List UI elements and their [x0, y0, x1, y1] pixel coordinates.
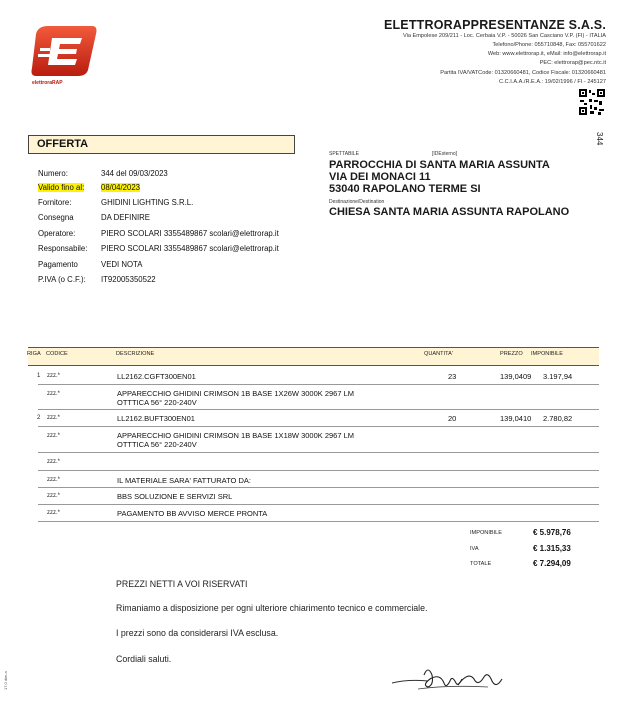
field-label-pagamento: Pagamento: [38, 260, 78, 269]
recipient-city: 53040 RAPOLANO TERME SI: [329, 183, 481, 195]
company-pec: PEC: elettrorap@pec.ntc.it: [539, 60, 606, 66]
table-row-description-2: OTTTICA 56° 220-240V: [117, 440, 197, 449]
table-row-description: BBS SOLUZIONE E SERVIZI SRL: [117, 492, 233, 501]
field-label-responsabile: Responsabile:: [38, 244, 88, 253]
total-value-iva: € 1.315,33: [533, 544, 571, 553]
destination-label: Destinazione/Destination: [329, 199, 385, 205]
table-row-amount: 2.780,82: [543, 414, 573, 423]
table-row-riga: 1: [37, 373, 41, 379]
company-address: Via Empolese 209/211 - Loc. Cerbaia V.P. - 50026 San Casciano V.P. (FI) - ITALIA: [402, 33, 606, 39]
spettabile-label: SPETTABILE: [329, 151, 359, 157]
row-divider: [38, 504, 599, 505]
id-esterno-label: [IDEsterno]: [432, 151, 458, 157]
col-header-prezzo: PREZZO: [500, 351, 523, 357]
company-vat: Partita IVA/VATCode: 01320660481, Codice Fiscale: 01320660481: [440, 70, 606, 76]
table-row-description: APPARECCHIO GHIDINI CRIMSON 1B BASE 1X26W 3000K 2967 LM: [117, 389, 355, 398]
table-row-codice: zzz.*: [47, 459, 61, 465]
field-value-consegna: DA DEFINIRE: [101, 213, 150, 222]
company-phone: Telefono/Phone: 055710848, Fax: 055701622: [492, 42, 606, 48]
qr-code-icon: [579, 89, 605, 115]
col-header-codice: CODICE: [46, 351, 68, 357]
table-row-quantity: 23: [448, 372, 457, 381]
table-row-quantity: 20: [448, 414, 457, 423]
table-row-description: IL MATERIALE SARA' FATTURATO DA:: [117, 476, 251, 485]
field-label-validita: Valido fino al:: [38, 183, 85, 192]
table-row-description: LL2162.BUFT300EN01: [117, 414, 195, 423]
table-row-codice: zzz.*: [47, 433, 61, 439]
closing-net-prices: PREZZI NETTI A VOI RISERVATI: [116, 579, 248, 589]
table-row-description: LL2162.CGFT300EN01: [117, 372, 196, 381]
company-name: ELETTRORAPPRESENTANZE S.A.S.: [383, 18, 606, 32]
row-divider: [38, 487, 599, 488]
table-row-codice: zzz.*: [47, 373, 61, 379]
destination-name: CHIESA SANTA MARIA ASSUNTA RAPOLANO: [329, 206, 570, 218]
row-divider: [38, 470, 599, 471]
table-row-codice: zzz.*: [47, 510, 61, 516]
table-row-price: 139,0409: [500, 372, 532, 381]
side-footer-text: 17.0 dim.a: [3, 671, 8, 690]
col-header-quantita: QUANTITA': [424, 351, 453, 357]
field-value-pagamento: VEDI NOTA: [101, 260, 143, 269]
table-row-codice: zzz.*: [47, 477, 61, 483]
total-label-imponibile: IMPONIBILE: [470, 530, 503, 536]
field-label-piva: P.IVA (o C.F.):: [38, 275, 86, 284]
closing-greetings: Cordiali saluti.: [116, 654, 172, 664]
recipient-name: PARROCCHIA DI SANTA MARIA ASSUNTA: [329, 159, 550, 171]
total-label-iva: IVA: [470, 546, 479, 552]
col-header-riga: RIGA: [27, 351, 41, 357]
field-value-operatore: PIERO SCOLARI 3355489867 scolari@elettrorap.it: [101, 229, 279, 238]
company-logo: [30, 24, 100, 78]
side-document-number: 344: [595, 132, 604, 146]
field-value-piva: IT92005350522: [101, 275, 156, 284]
total-value-imponibile: € 5.978,76: [533, 528, 571, 537]
field-label-operatore: Operatore:: [38, 229, 76, 238]
table-row-riga: 2: [37, 415, 41, 421]
total-value-totale: € 7.294,09: [533, 559, 571, 568]
table-row-amount: 3.197,94: [543, 372, 573, 381]
row-divider: [38, 452, 599, 453]
field-label-numero: Numero:: [38, 169, 68, 178]
field-label-fornitore: Fornitore:: [38, 198, 72, 207]
field-value-fornitore: GHIDINI LIGHTING S.R.L.: [101, 198, 194, 207]
signature: [388, 661, 508, 695]
row-divider: [38, 426, 599, 427]
table-row-codice: zzz.*: [47, 493, 61, 499]
field-value-numero: 344 del 09/03/2023: [101, 169, 168, 178]
table-row-price: 139,0410: [500, 414, 532, 423]
table-row-description: APPARECCHIO GHIDINI CRIMSON 1B BASE 1X18W 3000K 2967 LM: [117, 431, 355, 440]
row-divider: [38, 409, 599, 410]
col-header-descrizione: DESCRIZIONE: [116, 351, 155, 357]
row-divider: [38, 521, 599, 522]
table-row-codice: zzz.*: [47, 391, 61, 397]
closing-vat-note: I prezzi sono da considerarsi IVA esclusa.: [116, 628, 279, 638]
row-divider: [38, 384, 599, 385]
table-row-description-2: OTTTICA 56° 220-240V: [117, 398, 197, 407]
logo-caption: elettroraRAP: [32, 80, 63, 86]
closing-availability: Rimaniamo a disposizione per ogni ulteriore chiarimento tecnico e commerciale.: [116, 603, 428, 613]
col-header-imponibile: IMPONIBILE: [531, 351, 564, 357]
company-web: Web: www.elettrorap.it, eMail: info@elettrorap.it: [487, 51, 606, 57]
recipient-street: VIA DEI MONACI 11: [329, 171, 431, 183]
company-rea: C.C.I.A.A./R.E.A.: 19/02/1996 / FI - 245127: [499, 79, 606, 85]
field-value-validita: 08/04/2023: [101, 183, 141, 192]
total-label-totale: TOTALE: [470, 561, 492, 567]
table-row-description: PAGAMENTO BB AVVISO MERCE PRONTA: [117, 509, 268, 518]
field-label-consegna: Consegna: [38, 213, 74, 222]
field-value-responsabile: PIERO SCOLARI 3355489867 scolari@elettrorap.it: [101, 244, 279, 253]
table-row-codice: zzz.*: [47, 415, 61, 421]
offer-title: OFFERTA: [28, 135, 295, 154]
